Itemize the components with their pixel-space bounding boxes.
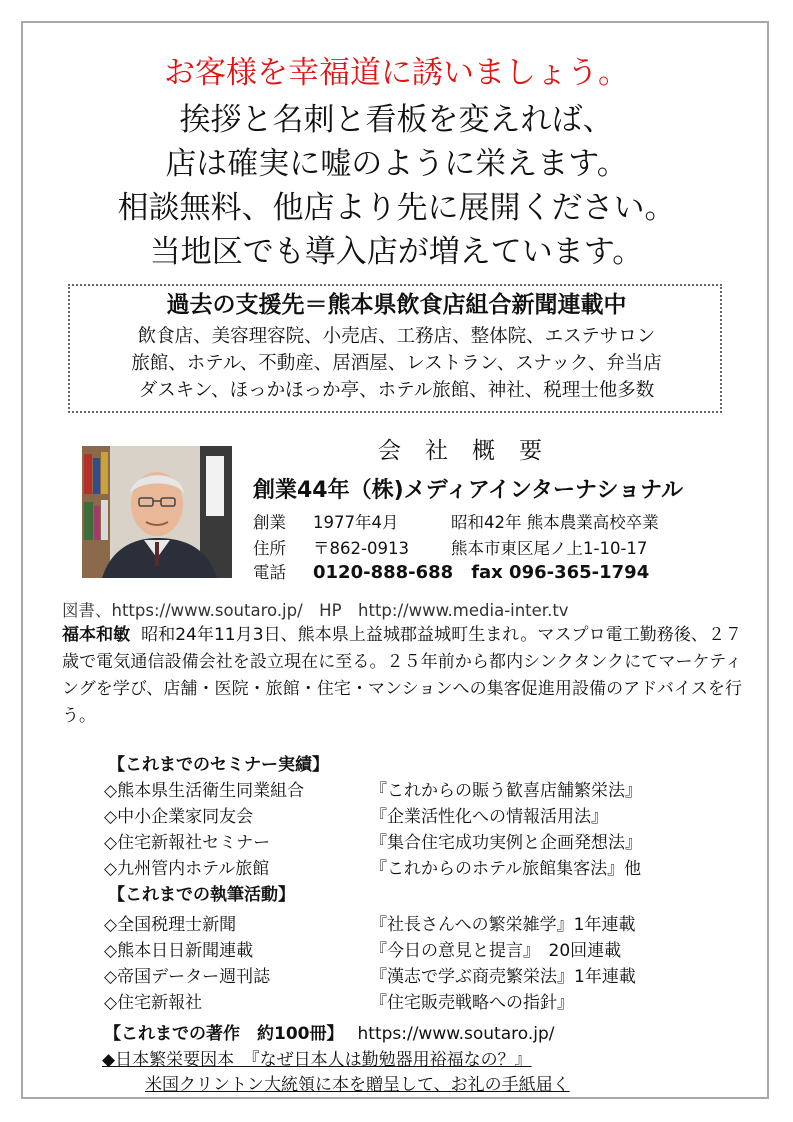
support-title: 過去の支援先＝熊本県飲食店組合新聞連載中: [166, 292, 627, 318]
tel-value: 0120-888-688: [313, 562, 454, 583]
headline-line-3: 店は確実に嘘のように栄えます。: [165, 146, 628, 182]
books-title: 【これまでの著作 約100冊】: [104, 1024, 344, 1044]
books-row: [104, 1019, 554, 1044]
headline-line-2: 挨拶と名刺と看板を変えれば、: [179, 102, 614, 138]
book-highlight: ◆日本繁栄要因本 『なぜ日本人は勤勉器用裕福なの？』: [102, 1050, 532, 1070]
support-line: 飲食店、美容理容院、小売店、工務店、整体院、エステサロン: [137, 326, 656, 347]
seminar-topic: 『集合住宅成功実例と企画発想法』: [370, 833, 642, 853]
seminar-topic: 『これからのホテル旅館集客法』他: [370, 859, 642, 879]
founded-value: 1977年4月: [313, 513, 399, 532]
bio-paragraph: [62, 622, 742, 730]
founded-label: 創業: [253, 513, 286, 532]
writing-topic: 『住宅販売戦略への指針』: [370, 993, 574, 1013]
writing-org: ◇全国税理士新聞: [104, 915, 237, 935]
seminar-topic: 『これからの賑う歓喜店舗繁栄法』: [370, 781, 642, 801]
writing-org: ◇熊本日日新聞連載: [104, 941, 254, 961]
address-row: [253, 535, 647, 559]
writing-topic: 『社長さんへの繁栄雑学』1年連載: [370, 915, 636, 935]
books-url[interactable]: https://www.soutaro.jp/: [357, 1024, 555, 1044]
headline-main: お客様を幸福道に誘いましょう。: [164, 55, 629, 91]
web-links: 図書、https://www.soutaro.jp/ HP http://www.media-inter.tv: [62, 601, 569, 620]
support-line: 旅館、ホテル、不動産、居酒屋、レストラン、スナック、弁当店: [131, 353, 662, 374]
book-note: 米国クリントン大統領に本を贈呈して、お礼の手紙届く: [145, 1075, 570, 1095]
seminar-org: ◇中小企業家同友会: [104, 807, 254, 827]
founded-extra: 昭和42年 熊本農業高校卒業: [451, 513, 659, 532]
list-item: [104, 802, 608, 827]
address-value: 熊本市東区尾ノ上1-10-17: [451, 539, 648, 558]
address-label: 住所: [253, 539, 286, 558]
writing-org: ◇帝国データー週刊誌: [104, 967, 271, 987]
portrait-photo: [82, 446, 232, 578]
company-name: 創業44年（株)メディアインターナショナル: [253, 478, 684, 503]
list-item: [104, 828, 642, 853]
writing-topic: 『今日の意見と提言』 20回連載: [370, 941, 622, 961]
founded-row: [253, 509, 659, 533]
company-heading: 会社概要: [378, 438, 566, 464]
list-item: [104, 776, 642, 801]
writing-topic: 『漢志で学ぶ商売繁栄法』1年連載: [370, 967, 636, 987]
seminar-topic: 『企業活性化への情報活用法』: [370, 807, 608, 827]
fax-value: fax 096-365-1794: [471, 562, 650, 583]
seminar-org: ◇九州管内ホテル旅館: [104, 859, 270, 879]
tel-row: [253, 559, 649, 583]
list-item: [104, 854, 641, 879]
address-postal: 〒862-0913: [313, 539, 409, 558]
list-item: [104, 988, 574, 1013]
writing-org: ◇住宅新報社: [104, 993, 203, 1013]
bio-name: 福本和敏: [62, 625, 131, 645]
headline-line-5: 当地区でも導入店が増えています。: [149, 234, 644, 270]
headline-line-4: 相談無料、他店より先に展開ください。: [117, 190, 676, 226]
tel-label: 電話: [253, 563, 286, 582]
writing-title: 【これまでの執筆活動】: [108, 885, 295, 905]
seminar-org: ◇住宅新報社セミナー: [104, 833, 271, 853]
support-line: ダスキン、ほっかほっか亭、ホテル旅館、神社、税理士他多数: [138, 380, 655, 401]
list-item: [104, 936, 621, 961]
seminars-title: 【これまでのセミナー実績】: [108, 755, 329, 775]
list-item: [104, 962, 636, 987]
list-item: [104, 910, 635, 935]
seminar-org: ◇熊本県生活衛生同業組合: [104, 781, 305, 801]
bio-text: 昭和24年11月3日、熊本県上益城郡益城町生まれ。マスプロ電工勤務後、２７歳で電気通信設備会社を設立現在に至る。２５年前から都内シンクタンクにてマーケティングを学び、店舗・医院・旅館・住宅・マンションへの集客促進用設備のアドバイスを行う。: [62, 625, 743, 726]
